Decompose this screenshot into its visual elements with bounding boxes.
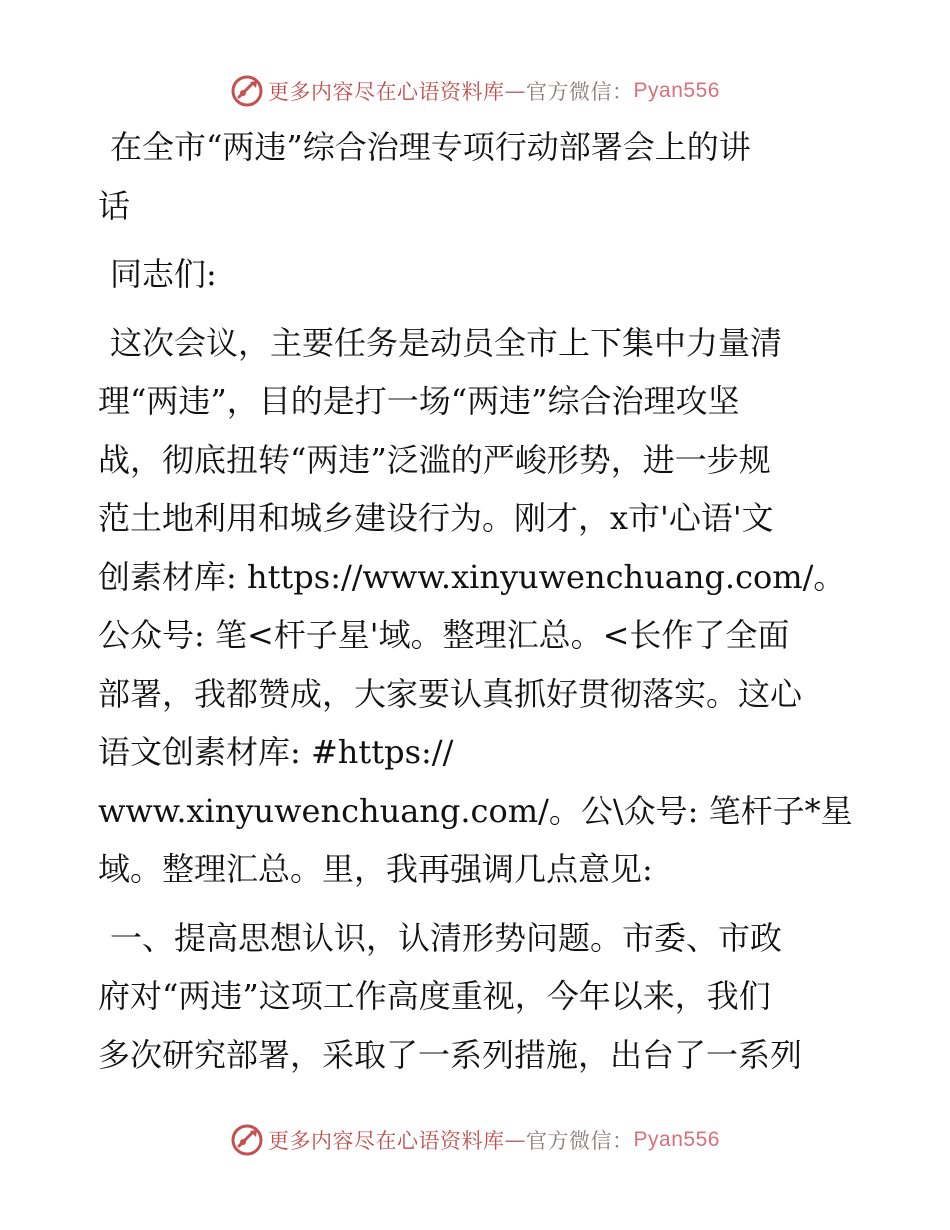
paragraph-line: 范土地利用和城乡建设行为。刚才，x市'心语'文 <box>98 499 774 537</box>
watermark-brand-text: 更多内容尽在心语资料库 <box>268 80 505 104</box>
watermark-wechat-label: 官方微信 <box>526 80 613 104</box>
watermark-account: Pyan556 <box>633 79 720 102</box>
watermark-separator: ： <box>612 80 634 104</box>
greeting <box>98 245 858 304</box>
title-line: 在全市“两违”综合治理专项行动部署会上的讲 <box>110 128 751 166</box>
paragraph-line: www.xinyuwenchuang.com/。公\众号: 笔杆子*星 <box>98 791 853 830</box>
paragraph-line: 这次会议，主要任务是动员全市上下集中力量清 <box>110 323 783 362</box>
document-body <box>98 118 858 1084</box>
paragraph-line: 部署，我都赞成，大家要认真抓好贯彻落实。这心 <box>98 674 803 713</box>
watermark-separator: ： <box>612 1129 634 1153</box>
paragraph-line: 创素材库: https://www.xinyuwenchuang.com/。 <box>98 557 846 596</box>
paragraph-line: 府对“两违”这项工作高度重视，今年以来，我们 <box>98 977 771 1015</box>
paragraph-1 <box>98 314 858 899</box>
watermark-banner-top <box>0 71 950 111</box>
watermark-dash: — <box>504 79 527 103</box>
document-title <box>98 118 858 235</box>
paragraph-line: 一、提高思想认识，认清形势问题。市委、市政 <box>110 918 783 957</box>
paragraph-line: 公众号: 笔<杆子星'域。整理汇总。<长作了全面 <box>98 616 790 654</box>
watermark-banner-bottom <box>0 1120 950 1160</box>
brand-logo-icon <box>230 74 264 108</box>
brand-logo-icon <box>230 1123 264 1157</box>
watermark-brand-text: 更多内容尽在心语资料库 <box>268 1129 505 1153</box>
paragraph-line: 域。整理汇总。里，我再强调几点意见: <box>98 850 653 888</box>
title-line: 话 <box>98 186 131 225</box>
paragraph-line: 多次研究部署，采取了一系列措施，出台了一系列 <box>98 1035 803 1074</box>
watermark-account: Pyan556 <box>633 1128 720 1151</box>
watermark-wechat-label: 官方微信 <box>526 1129 613 1153</box>
greeting-line: 同志们: <box>110 255 217 293</box>
paragraph-line: 理“两违”，目的是打一场“两违”综合治理攻坚 <box>98 382 740 420</box>
paragraph-2 <box>98 909 858 1085</box>
watermark-dash: — <box>504 1128 527 1152</box>
paragraph-line: 战，彻底扭转“两违”泛滥的严峻形势，进一步规 <box>98 440 771 479</box>
paragraph-line: 语文创素材库: #https:// <box>98 733 454 771</box>
